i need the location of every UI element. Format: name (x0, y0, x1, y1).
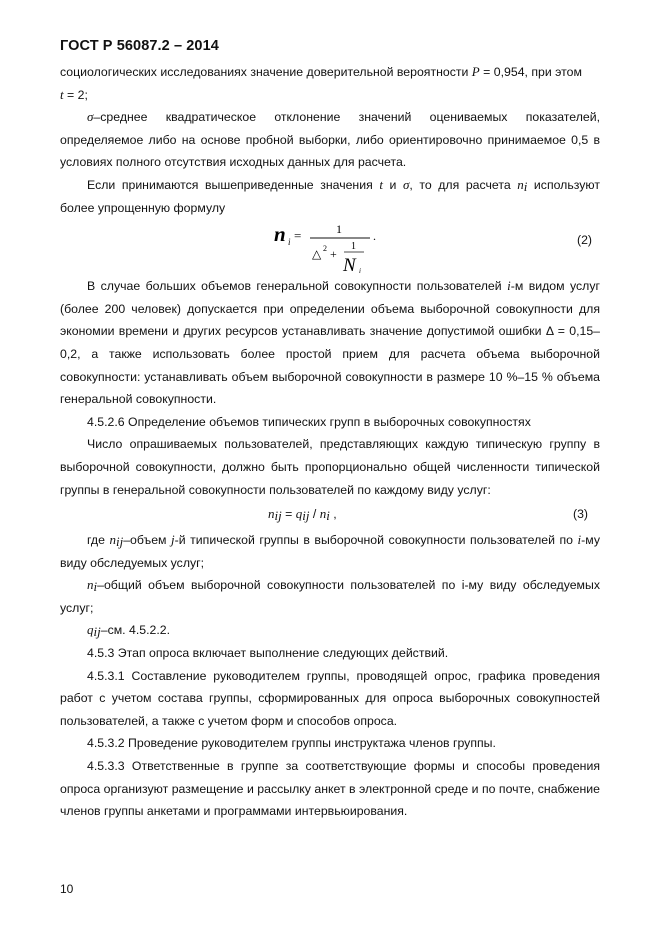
svg-text:+: + (330, 247, 337, 262)
formula-3-number: (3) (572, 507, 588, 522)
formula-2-expression (60, 219, 600, 275)
formula-3 (60, 501, 600, 529)
definition-nij: где $n_{ij}$–объем j-й типической группы в выборочной совокупности пользователей по i-му виду обследуемых услуг; (60, 532, 600, 570)
paragraph-proportional-groups: Число опрашиваемых пользователей, представляющих каждую типическую группу в выборочной совокупности, должно быть пропорционально общей численности типической группы в генеральной совокупности пользователей по каждому виду услуг: (60, 437, 600, 497)
formula-3-expression: $n_{ij} = q_{ij} / n_i$ , (268, 506, 337, 524)
section-4-5-3-2: 4.5.3.2 Проведение руководителем группы инструктажа членов группы. (87, 736, 496, 751)
paragraph-1: социологических исследованиях значение доверительной вероятности P = 0,954, при этом t = 2; (60, 64, 582, 102)
paragraph-sigma: σ–среднее квадратическое отклонение значений оцениваемых показателей, определяемое либо на основе пробной выборки, либо ориентировочно принимаемое 0,5 в условиях полного отсутствия исходных данных для расчета. (60, 109, 600, 170)
svg-text:=: = (294, 228, 302, 244)
svg-text:1: 1 (336, 222, 342, 237)
svg-text:i: i (288, 237, 291, 248)
section-4-5-2-6-heading: 4.5.2.6 Определение объемов типических групп в выборочных совокупностях (87, 414, 531, 429)
svg-text:n: n (274, 222, 286, 247)
formula-2 (60, 219, 600, 275)
document-body (60, 61, 600, 823)
paragraph-simplified-formula-intro: Если принимаются вышеприведенные значения t и σ, то для расчета $n_i$ используют более упрощенную формулу (60, 176, 600, 215)
section-4-5-3: 4.5.3 Этап опроса включает выполнение следующих действий. (87, 646, 449, 661)
svg-text:i: i (359, 267, 361, 276)
svg-text:1: 1 (351, 241, 356, 253)
document-header: ГОСТ Р 56087.2 – 2014 (60, 38, 219, 54)
svg-text:N: N (343, 255, 356, 276)
svg-text:.: . (373, 229, 376, 244)
paragraph-large-population: В случае больших объемов генеральной совокупности пользователей i-м видом услуг (более 200 человек) допускается при определении объема выборочной совокупности для экономии времени и других ресурсов устанавливать значение допустимой ошибки Δ = 0,15–0,2, а также использовать более простой прием для расчета объема выборочной совокупности: устанавливать объем выборочной совокупности в размере 10 %–15 % объема генеральной совокупности. (60, 278, 600, 407)
formula-2-number: (2) (576, 233, 592, 248)
section-4-5-3-1: 4.5.3.1 Составление руководителем группы, проводящей опрос, графика проведения работ с учетом состава группы, сформированных для опроса выборочных совокупностей пользователей, а также с учетом форм и способов опроса. (60, 668, 600, 728)
definition-ni: $n_i$–общий объем выборочной совокупности пользователей по i-му виду обследуемых услуг; (60, 577, 600, 615)
svg-text:△: △ (312, 247, 322, 262)
page-number: 10 (60, 882, 74, 896)
definition-qij: $q_{ij}-см$. 4.5.2.2. (87, 622, 171, 640)
svg-text:2: 2 (323, 244, 327, 254)
section-4-5-3-3: 4.5.3.3 Ответственные в группе за соответствующие формы и способы проведения опроса организуют размещение и рассылку анкет в электронной среде и по почте, снабжение членов группы анкетами и программами интервьюирования. (60, 759, 600, 819)
